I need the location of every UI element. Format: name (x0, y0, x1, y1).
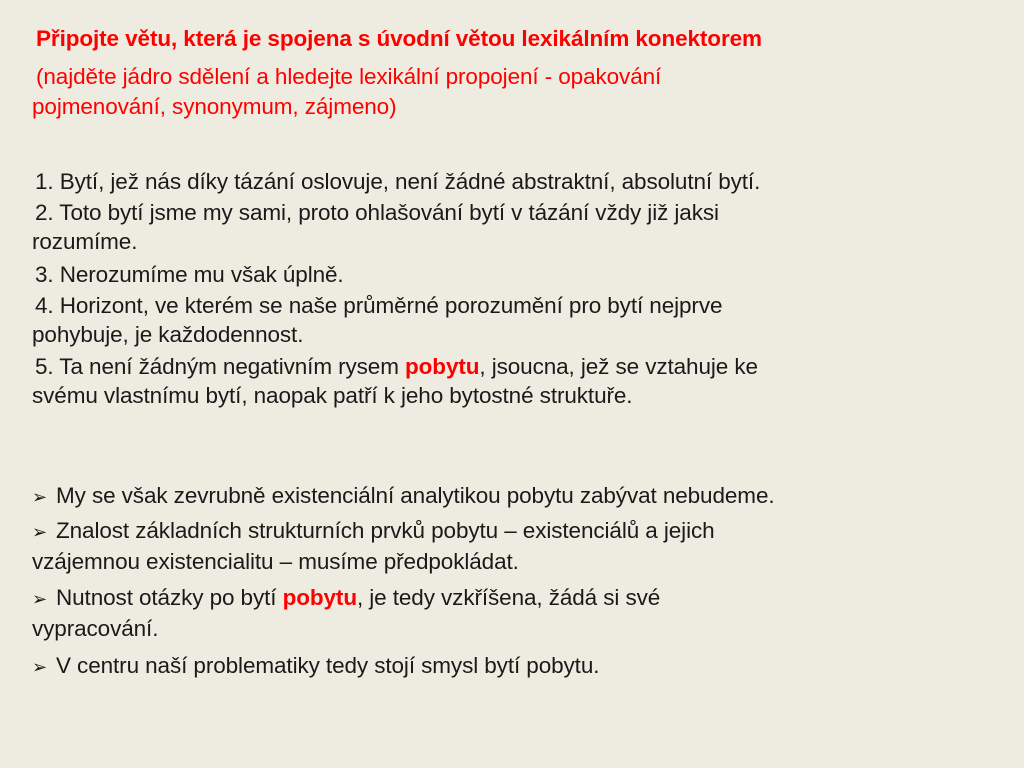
bullet-text-before: Nutnost otázky po bytí (56, 585, 283, 610)
bullet-item-2 (32, 516, 1002, 576)
numbered-item-3 (32, 259, 992, 291)
subtitle-line-2: pojmenování, synonymum, zájmeno) (32, 94, 397, 119)
bullet-item-1 (32, 480, 1002, 514)
item-line-1: 4. Horizont, ve kterém se naše průměrné porozumění pro bytí nejprve (35, 293, 723, 318)
numbered-list (32, 166, 992, 413)
bullet-line-2: vzájemnou existencialitu – musíme předpokládat. (32, 549, 519, 574)
highlight-term: pobytu (282, 585, 357, 610)
bullet-text: V centru naší problematiky tedy stojí smysl bytí pobytu. (56, 653, 600, 678)
item-line-1 (32, 352, 992, 381)
bullet-text: My se však zevrubně existenciální analytikou pobytu zabývat nebudeme. (56, 483, 775, 508)
numbered-item-5 (32, 352, 992, 410)
arrow-bullet-icon: ➢ (32, 487, 47, 508)
bullet-item-3 (32, 583, 1002, 643)
item-line-2: pohybuje, je každodennost. (32, 322, 304, 347)
item-line-2: svému vlastnímu bytí, naopak patří k jeho bytostné struktuře. (32, 383, 633, 408)
bullet-line-2: vypracování. (32, 616, 159, 641)
item-line-2: rozumíme. (32, 229, 138, 254)
numbered-item-2 (32, 198, 992, 256)
numbered-item-1 (32, 166, 992, 198)
numbered-item-4 (32, 291, 992, 349)
bullet-text-after: , je tedy vzkříšena, žádá si své (356, 585, 661, 610)
slide-heading: Připojte větu, která je spojena s úvodní větou lexikálním konektorem (36, 26, 762, 51)
arrow-bullet-icon: ➢ (32, 657, 47, 678)
subtitle-line-1: (najděte jádro sdělení a hledejte lexikální propojení - opakování (36, 64, 662, 89)
item-line-1: 2. Toto bytí jsme my sami, proto ohlašování bytí v tázání vždy již jaksi (35, 200, 719, 225)
highlight-term: pobytu (405, 354, 480, 379)
bullet-item-4 (32, 650, 1002, 684)
arrow-bullet-icon: ➢ (32, 522, 47, 543)
item-text-before: 5. Ta není žádným negativním rysem (35, 354, 406, 379)
bullet-list (32, 480, 1002, 686)
arrow-bullet-icon: ➢ (32, 589, 47, 610)
item-text-after: , jsoucna, jež se vztahuje ke (479, 354, 758, 379)
item-text: 1. Bytí, jež nás díky tázání oslovuje, není žádné abstraktní, absolutní bytí. (35, 169, 761, 194)
item-text: 3. Nerozumíme mu však úplně. (35, 262, 344, 287)
bullet-line-1: Znalost základních strukturních prvků pobytu – existenciálů a jejich (56, 518, 715, 543)
slide-subtitle (32, 62, 912, 122)
